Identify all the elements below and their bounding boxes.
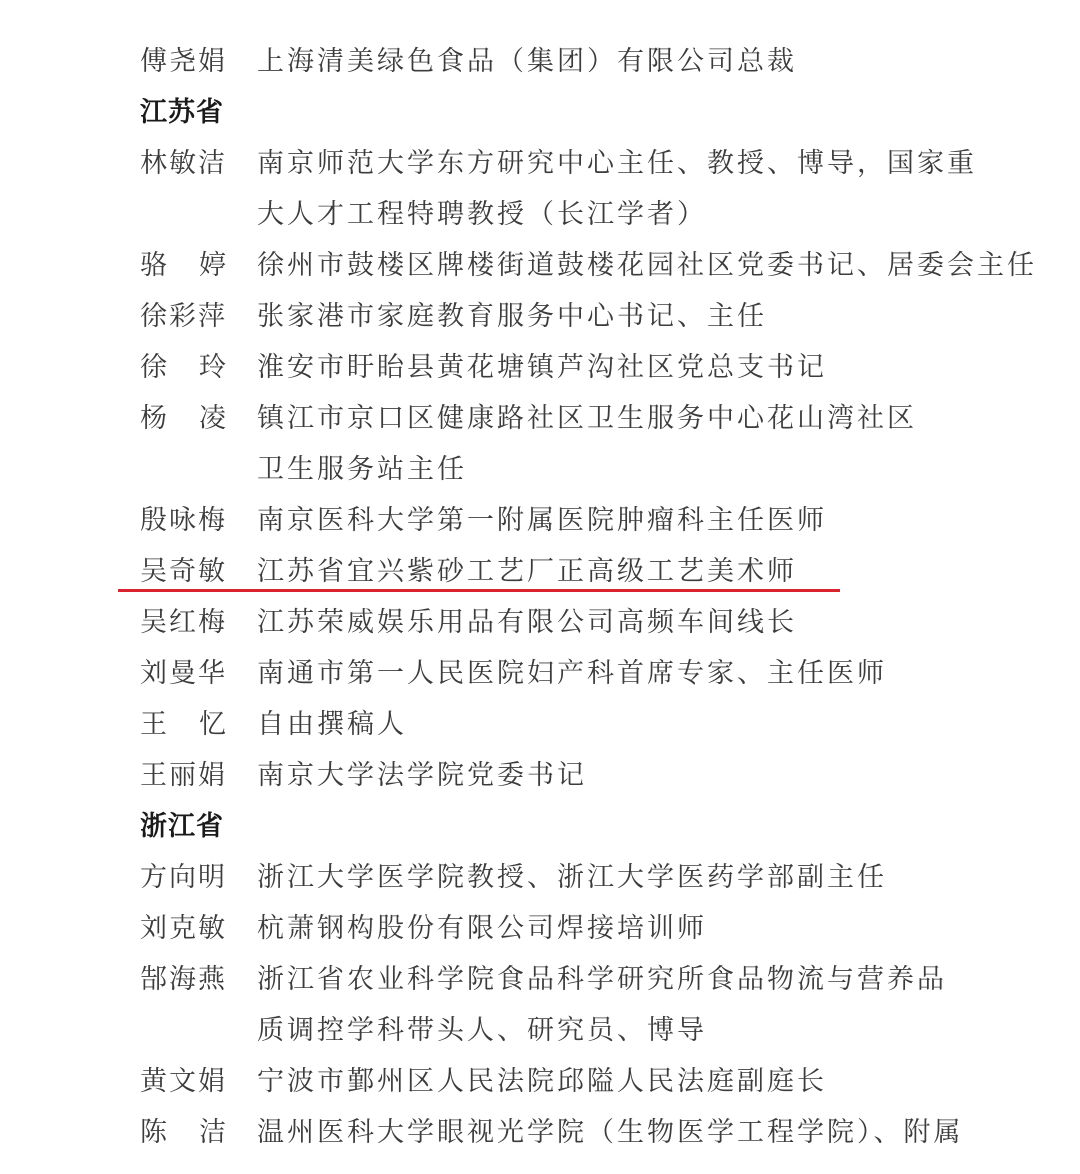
- person-title: 徐州市鼓楼区牌楼街道鼓楼花园社区党委书记、居委会主任: [257, 250, 1037, 281]
- person-title: 镇江市京口区健康路社区卫生服务中心花山湾社区: [257, 403, 917, 434]
- person-title: 质调控学科带头人、研究员、博导: [257, 1015, 707, 1046]
- person-name: 郜海燕: [140, 964, 227, 995]
- person-name: 骆 婷: [140, 250, 226, 281]
- person-title: 南京师范大学东方研究中心主任、教授、博导，国家重: [257, 148, 977, 179]
- person-title: 杭萧钢构股份有限公司焊接培训师: [257, 913, 707, 944]
- person-name: 王丽娟: [140, 760, 227, 791]
- person-title: 温州医科大学眼视光学院（生物医学工程学院）、附属: [257, 1117, 964, 1148]
- person-title: 南京大学法学院党委书记: [257, 760, 587, 791]
- province-heading: 浙江省: [140, 811, 224, 842]
- person-name: 吴奇敏: [140, 556, 227, 587]
- person-name: 杨 凌: [140, 403, 226, 434]
- person-title: 上海清美绿色食品（集团）有限公司总裁: [257, 46, 797, 77]
- person-name: 刘曼华: [140, 658, 227, 689]
- person-name: 吴红梅: [140, 607, 227, 638]
- person-title: 江苏荣威娱乐用品有限公司高频车间线长: [257, 607, 797, 638]
- red-highlight-underline: [118, 589, 840, 592]
- person-title: 南通市第一人民医院妇产科首席专家、主任医师: [257, 658, 887, 689]
- person-name: 徐 玲: [140, 352, 226, 383]
- person-title: 江苏省宜兴紫砂工艺厂正高级工艺美术师: [257, 556, 797, 587]
- person-name: 王 忆: [140, 709, 226, 740]
- person-title: 宁波市鄞州区人民法院邱隘人民法庭副庭长: [257, 1066, 827, 1097]
- person-name: 方向明: [140, 862, 227, 893]
- person-title: 浙江省农业科学院食品科学研究所食品物流与营养品: [257, 964, 947, 995]
- person-title: 张家港市家庭教育服务中心书记、主任: [257, 301, 767, 332]
- person-name: 殷咏梅: [140, 505, 227, 536]
- person-title: 淮安市盱眙县黄花塘镇芦沟社区党总支书记: [257, 352, 827, 383]
- person-name: 傅尧娟: [140, 46, 227, 77]
- person-name: 刘克敏: [140, 913, 227, 944]
- person-title: 大人才工程特聘教授（长江学者）: [257, 199, 707, 230]
- person-name: 林敏洁: [140, 148, 227, 179]
- person-name: 徐彩萍: [140, 301, 227, 332]
- person-name: 陈 洁: [140, 1117, 226, 1148]
- person-title: 卫生服务站主任: [257, 454, 467, 485]
- person-title: 浙江大学医学院教授、浙江大学医药学部副主任: [257, 862, 887, 893]
- person-name: 黄文娟: [140, 1066, 227, 1097]
- person-title: 自由撰稿人: [257, 709, 407, 740]
- province-heading: 江苏省: [140, 97, 224, 128]
- person-title: 南京医科大学第一附属医院肿瘤科主任医师: [257, 505, 827, 536]
